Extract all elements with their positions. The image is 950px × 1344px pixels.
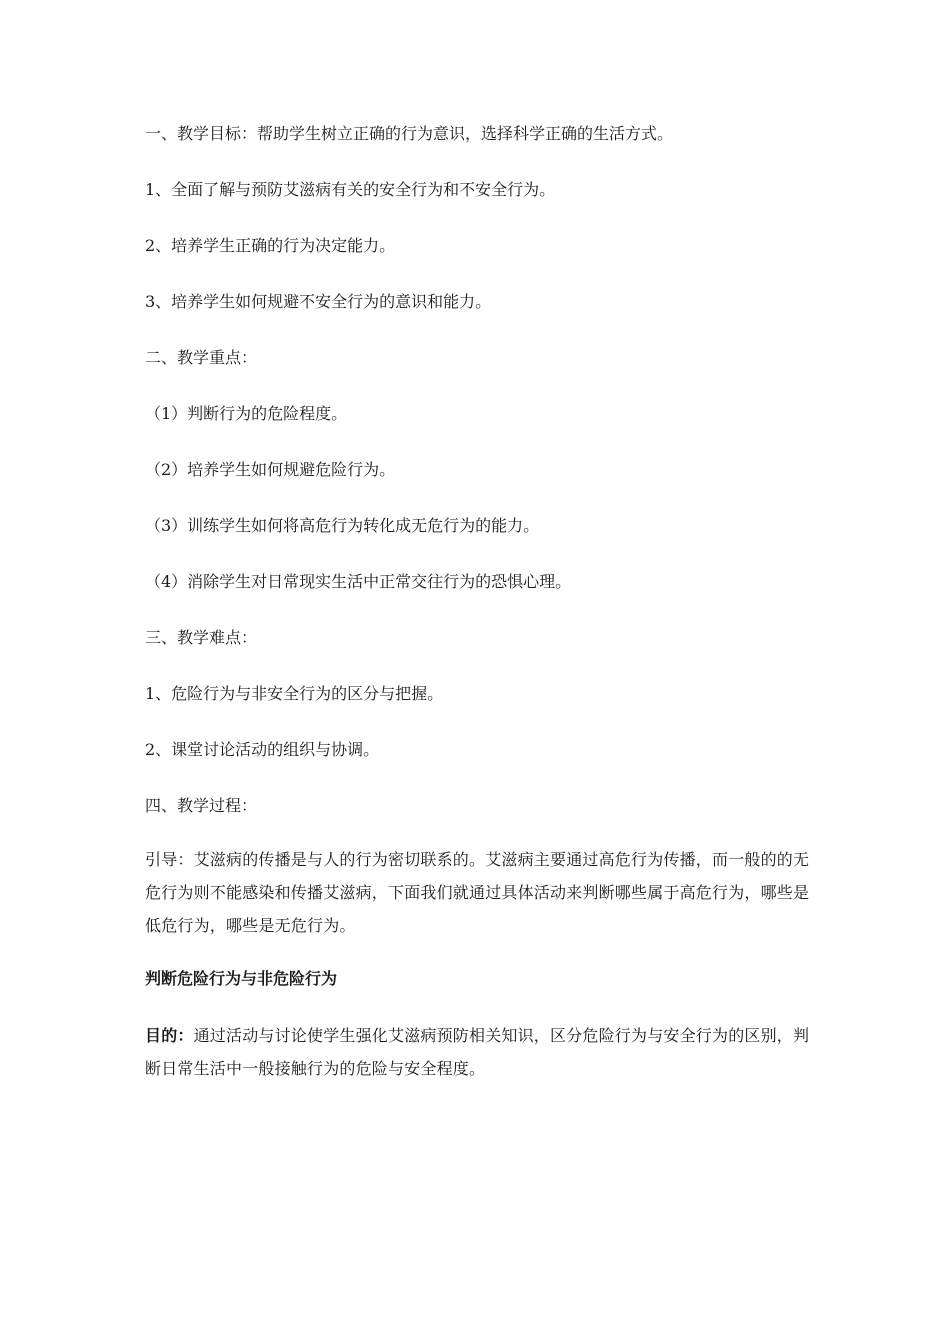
objective-item-2: 2、培养学生正确的行为决定能力。 bbox=[145, 236, 396, 255]
objective-heading: 一、教学目标：帮助学生树立正确的行为意识，选择科学正确的生活方式。 bbox=[145, 124, 674, 143]
key-point-1: （1）判断行为的危险程度。 bbox=[145, 404, 348, 423]
objective-item-1: 1、全面了解与预防艾滋病有关的安全行为和不安全行为。 bbox=[145, 180, 556, 199]
intro-paragraph: 引导：艾滋病的传播是与人的行为密切联系的。艾滋病主要通过高危行为传播，而一般的的无危行为则不能感染和传播艾滋病，下面我们就通过具体活动来判断哪些属于高危行为，哪些是低危行为，哪些是无危行为。 bbox=[145, 850, 810, 935]
section-heading: 判断危险行为与非危险行为 bbox=[145, 969, 338, 988]
key-point-2: （2）培养学生如何规避危险行为。 bbox=[145, 460, 396, 479]
difficulty-2: 2、课堂讨论活动的组织与协调。 bbox=[145, 740, 380, 759]
objective-item-3: 3、培养学生如何规避不安全行为的意识和能力。 bbox=[145, 292, 492, 311]
key-points-heading: 二、教学重点： bbox=[145, 348, 258, 367]
difficulty-1: 1、危险行为与非安全行为的区分与把握。 bbox=[145, 684, 444, 703]
difficulties-heading: 三、教学难点： bbox=[145, 628, 258, 647]
key-point-3: （3）训练学生如何将高危行为转化成无危行为的能力。 bbox=[145, 516, 540, 535]
purpose-label: 目的： bbox=[145, 1026, 194, 1045]
purpose-text: 通过活动与讨论使学生强化艾滋病预防相关知识，区分危险行为与安全行为的区别，判断日常生活中一般接触行为的危险与安全程度。 bbox=[145, 1026, 810, 1078]
process-heading: 四、教学过程： bbox=[145, 796, 258, 815]
document-body bbox=[145, 120, 810, 1085]
key-point-4: （4）消除学生对日常现实生活中正常交往行为的恐惧心理。 bbox=[145, 572, 572, 591]
purpose-paragraph bbox=[145, 1019, 810, 1085]
